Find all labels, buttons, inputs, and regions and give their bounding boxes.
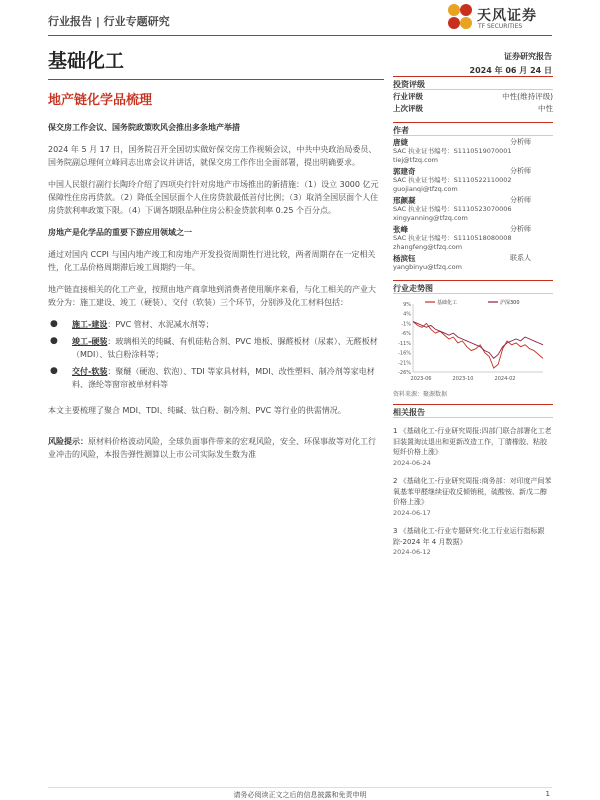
author-role: 分析师	[510, 196, 531, 204]
logo-text-en: TF SECURITIES	[478, 23, 523, 30]
author-name: 张峰	[393, 224, 408, 234]
chart-heading: 行业走势图	[393, 280, 553, 293]
author-email[interactable]: guojianqi@tfzq.com	[393, 185, 458, 193]
rating-label: 上次评级	[393, 103, 423, 113]
risk-text: 原材料价格波动风险，全球负面事件带来的宏观风险，安全、环保事故等对化工行业冲击的风险，本报告弹性测算以上市公司实际发生数为准	[48, 437, 376, 459]
brand-logo	[445, 2, 555, 36]
author-entry	[393, 137, 553, 165]
rating-row	[393, 90, 553, 102]
related-report[interactable]	[393, 476, 553, 518]
author-name: 郭建奇	[393, 166, 416, 176]
author-sac: SAC 执业证书编号：S1110522110002	[393, 176, 512, 184]
related-report[interactable]	[393, 426, 553, 468]
related-title[interactable]: 2 《基础化工-行业研究周报:商务部：对印度产间苯氧基苯甲醛继续征收反倾销税，硫酸铵、新戊二醇价格上涨》	[393, 477, 552, 506]
sidebar	[393, 76, 553, 558]
rating-heading: 投资评级	[393, 76, 553, 89]
y-tick-label: -21%	[398, 360, 411, 367]
bullet-text: ：PVC 管材、水泥减水剂等；	[107, 320, 214, 329]
logo-text-cn: 天风证券	[477, 8, 537, 24]
main-body	[48, 121, 382, 461]
y-tick-label: -26%	[398, 370, 411, 376]
bullet-item	[48, 318, 382, 331]
y-tick-label: -16%	[398, 350, 411, 357]
title-rule	[48, 79, 384, 80]
rating-value: 中性(维持评级)	[502, 91, 553, 101]
report-title: 地产链化学品梳理	[48, 93, 153, 108]
author-sac: SAC 执业证书编号：S1110519070001	[393, 147, 512, 155]
related-heading: 相关报告	[393, 404, 553, 417]
author-email[interactable]: xingyanning@tfzq.com	[393, 214, 468, 222]
bullet-key: 交付-软装	[72, 367, 108, 376]
footer-disclaimer: 请务必阅读正文之后的信息披露和免责申明	[233, 791, 367, 799]
chart-source: 资料来源：聚源数据	[393, 391, 448, 398]
legend-label: 基础化工	[437, 300, 458, 306]
series-line-0	[413, 322, 543, 369]
bullet-item	[48, 365, 382, 391]
related-date: 2024-06-24	[393, 458, 431, 467]
report-date: 2024 年 06 月 24 日	[469, 66, 552, 75]
author-email[interactable]: zhangfeng@tfzq.com	[393, 243, 463, 251]
bullet-icon: ●	[50, 319, 58, 329]
y-tick-label: -11%	[398, 340, 411, 347]
bullet-key: 竣工-硬装	[72, 337, 108, 346]
related-list	[393, 426, 553, 558]
author-email[interactable]: yangbinyu@tfzq.com	[393, 263, 462, 271]
author-role: 分析师	[510, 167, 531, 175]
author-role: 分析师	[510, 225, 531, 233]
author-entry	[393, 195, 553, 223]
header-rule	[48, 35, 552, 36]
x-tick-label: 2023-10	[452, 376, 474, 382]
author-sac: SAC 执业证书编号：S1110523070006	[393, 205, 512, 213]
bullet-text: ：聚醚（硬泡、软泡）、TDI 等家具材料，MDI、改性塑料、制冷剂等家电材料、涤纶等窗帘被单材料等	[72, 367, 375, 389]
section-heading-1: 保交房工作会议、国务院政策吹风会推出多条地产举措	[48, 123, 240, 132]
bullet-icon: ●	[50, 336, 58, 346]
author-sac: SAC 执业证书编号：S1110518080008	[393, 234, 512, 242]
author-name: 杨滨钰	[393, 253, 416, 263]
author-role: 分析师	[510, 138, 531, 146]
related-report[interactable]	[393, 526, 553, 558]
y-tick-label: 9%	[403, 302, 411, 308]
paragraph-2: 中国人民银行副行长陶玲介绍了四项央行针对房地产市场推出的新措施：（1）设立 3000 亿元保障性住房再贷款。（2）降低全国层面个人住房贷款最低首付比例；（3）取消全国层面个人住房贷款利率政策下限。（4）下调各期限品种住房公积金贷款利率 0.25 个百分点。	[48, 180, 379, 215]
y-tick-label: -1%	[401, 321, 411, 328]
footer-rule	[48, 787, 552, 788]
author-entry	[393, 166, 553, 194]
author-role: 联系人	[510, 254, 531, 262]
rating-value: 中性	[538, 103, 553, 113]
related-title[interactable]: 1 《基础化工-行业研究周报:四部门联合部署化工老旧装置淘汰退出和更新改造工作，丁腈橡胶、粘胶短纤价格上涨》	[393, 427, 552, 456]
authors-heading: 作者	[393, 122, 553, 135]
rating-label: 行业评级	[393, 91, 423, 101]
paragraph-1: 2024 年 5 月 17 日，国务院召开全国切实做好保交房工作视频会议，中共中央政治局委员、国务院副总理何立峰同志出席会议并讲话，就保交房工作作出全面部署，提出明确要求。	[48, 145, 377, 167]
series-line-1	[413, 322, 543, 359]
author-email[interactable]: tiej@tfzq.com	[393, 156, 438, 164]
industry-name: 基础化工	[48, 50, 125, 72]
y-tick-label: 4%	[403, 311, 411, 318]
trend-chart-svg	[393, 298, 553, 386]
y-tick-label: -6%	[401, 331, 411, 338]
risk-label: 风险提示：	[48, 437, 88, 446]
x-tick-label: 2023-06	[410, 376, 432, 382]
rating-row	[393, 102, 553, 114]
x-tick-label: 2024-02	[494, 376, 516, 382]
related-date: 2024-06-17	[393, 508, 431, 517]
bullet-icon: ●	[50, 366, 58, 376]
bullet-item	[48, 335, 382, 361]
page-number: 1	[545, 790, 550, 798]
industry-trend-chart	[393, 298, 553, 386]
report-category: 行业报告 | 行业专题研究	[48, 15, 170, 28]
author-list	[393, 137, 553, 272]
report-type: 证券研究报告	[504, 52, 552, 61]
bullet-key: 施工-建设	[72, 320, 108, 329]
author-name: 唐婕	[393, 137, 408, 147]
paragraph-4: 地产链直接相关的化工产业，按照由地产商拿地到消费者使用顺序来看，与化工相关的产业大致分为：施工建设、竣工（硬装）、交付（软装）三个环节，分别涉及化工材料包括：	[48, 285, 376, 307]
bullet-text: ：玻璃相关的纯碱、有机硅粘合剂、PVC 地板、脲醛板材（尿素）、无醛板材（MDI）、钛白粉涂料等；	[72, 337, 378, 359]
author-entry	[393, 224, 553, 252]
legend-label: 沪深300	[500, 300, 520, 306]
related-date: 2024-06-12	[393, 548, 431, 556]
paragraph-3: 通过对国内 CCPI 与国内地产竣工和房地产开发投资周期性行进比较，两者周期存在一定相关性，化工品价格周期滞后竣工周期约一年。	[48, 250, 376, 272]
paragraph-5: 本文主要梳理了聚合 MDI、TDI、纯碱、钛白粉、制冷剂、PVC 等行业的供需情况。	[48, 406, 346, 415]
section-heading-2: 房地产是化学品的重要下游应用领域之一	[48, 228, 192, 237]
tf-logo-icon	[445, 2, 475, 32]
author-name: 邢颜凝	[393, 195, 416, 205]
related-title[interactable]: 3 《基础化工-行业专题研究:化工行业运行指标跟踪-2024 年 4 月数据》	[393, 527, 545, 546]
risk-warning	[48, 435, 382, 461]
author-entry	[393, 253, 553, 272]
